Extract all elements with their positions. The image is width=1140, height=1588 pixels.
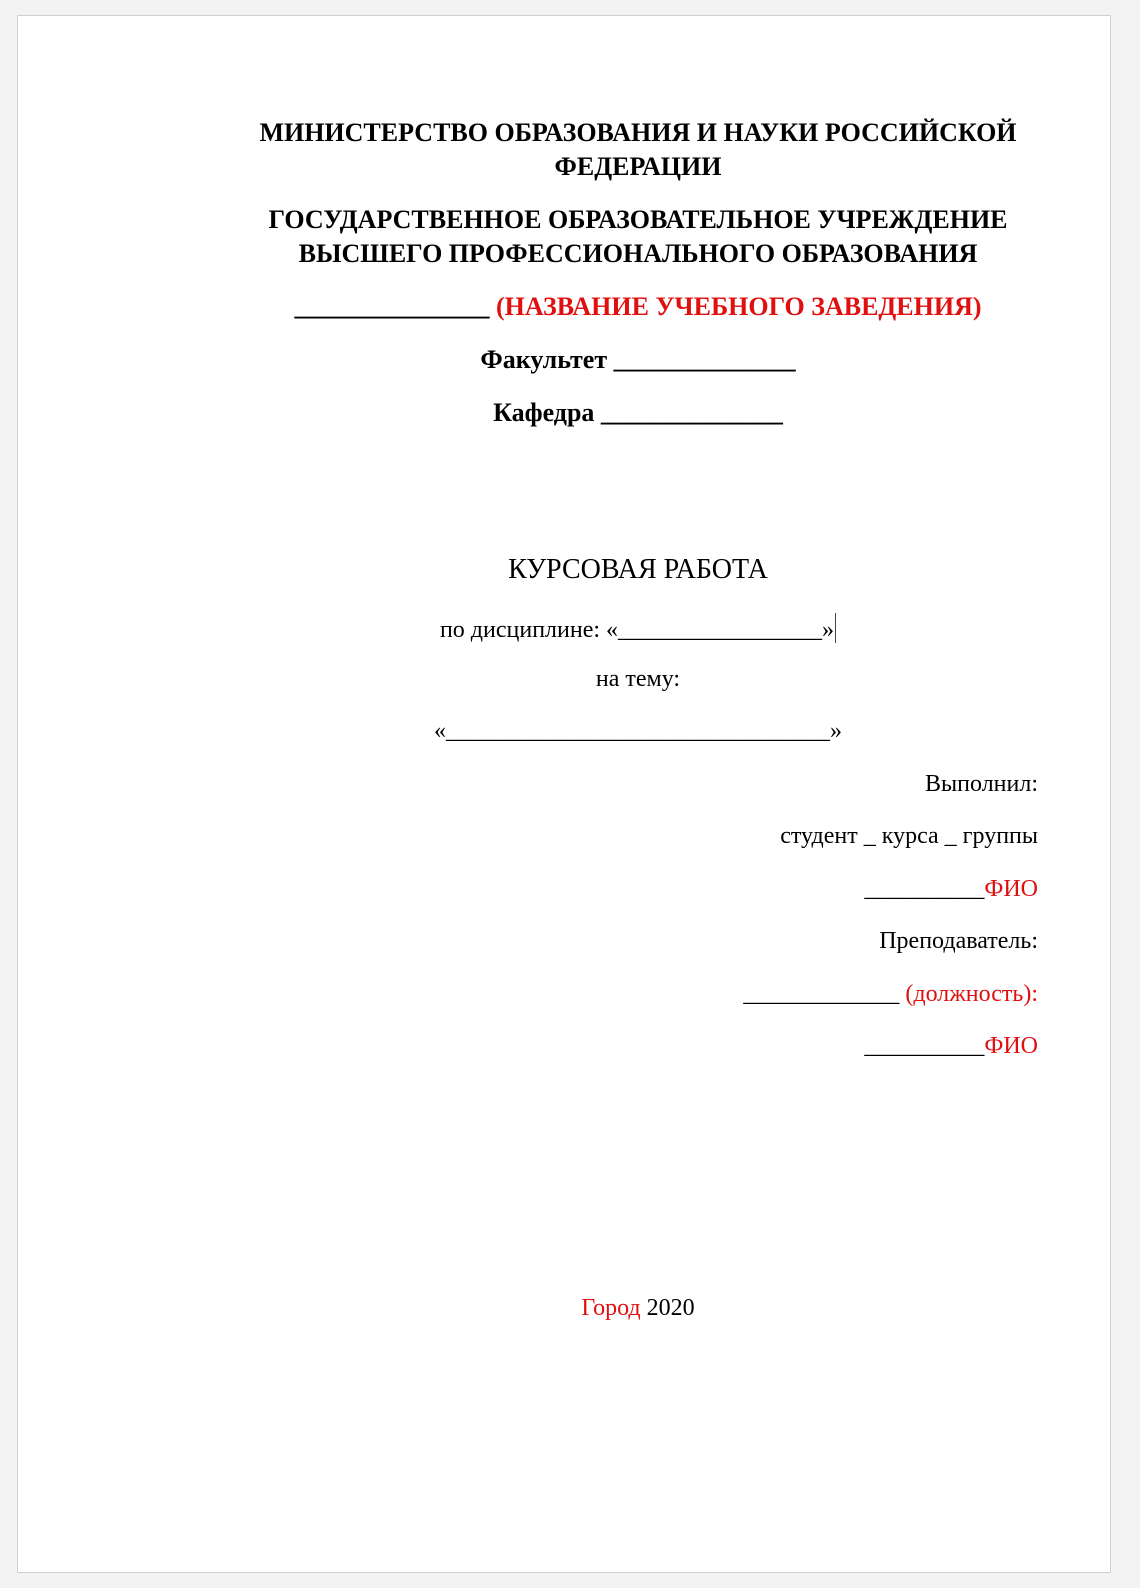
city-placeholder: Город <box>581 1295 641 1321</box>
institution-name-placeholder: (НАЗВАНИЕ УЧЕБНОГО ЗАВЕДЕНИЯ) <box>495 292 982 321</box>
author-name-placeholder: ФИО <box>984 876 1038 902</box>
work-type-title: КУРСОВАЯ РАБОТА <box>508 554 768 585</box>
topic-line: «________________________________» <box>434 718 842 744</box>
supervisor-position-line <box>238 981 1038 1008</box>
author-name-line <box>238 876 1038 903</box>
performed-label: Выполнил: <box>925 771 1038 797</box>
supervisor-name-placeholder: ФИО <box>984 1033 1038 1059</box>
faculty-label: Факультет <box>480 345 608 374</box>
document-page <box>17 15 1111 1573</box>
institution-name-line <box>238 292 1038 322</box>
discipline-text: по дисциплине: «_________________» <box>439 617 835 643</box>
year-text: 2020 <box>646 1295 695 1321</box>
author-name-blank: __________ <box>864 876 985 902</box>
department-label: Кафедра <box>493 398 595 427</box>
department-line <box>238 398 1038 428</box>
city-year-line <box>238 1295 1038 1322</box>
text-cursor <box>835 613 836 643</box>
supervisor-position-blank: _____________ <box>743 981 900 1007</box>
supervisor-name-blank: __________ <box>864 1033 985 1059</box>
supervisor-name-line <box>238 1033 1038 1060</box>
ministry-line-2: ФЕДЕРАЦИИ <box>554 152 722 181</box>
faculty-blank: ______________ <box>613 345 796 374</box>
supervisor-label: Преподаватель: <box>879 928 1038 954</box>
supervisor-position-placeholder: (должность): <box>905 981 1038 1007</box>
institution-line-1: ГОСУДАРСТВЕННОЕ ОБРАЗОВАТЕЛЬНОЕ УЧРЕЖДЕНИЕ <box>268 205 1008 234</box>
ministry-line-1: МИНИСТЕРСТВО ОБРАЗОВАНИЯ И НАУКИ РОССИЙСКОЙ <box>259 118 1017 147</box>
discipline-line <box>238 613 1038 644</box>
topic-label: на тему: <box>595 666 681 692</box>
institution-line-2: ВЫСШЕГО ПРОФЕССИОНАЛЬНОГО ОБРАЗОВАНИЯ <box>298 239 978 268</box>
faculty-line <box>238 345 1038 375</box>
department-blank: ______________ <box>600 398 783 427</box>
institution-blank: _______________ <box>294 292 490 321</box>
student-line: студент _ курса _ группы <box>780 823 1038 849</box>
